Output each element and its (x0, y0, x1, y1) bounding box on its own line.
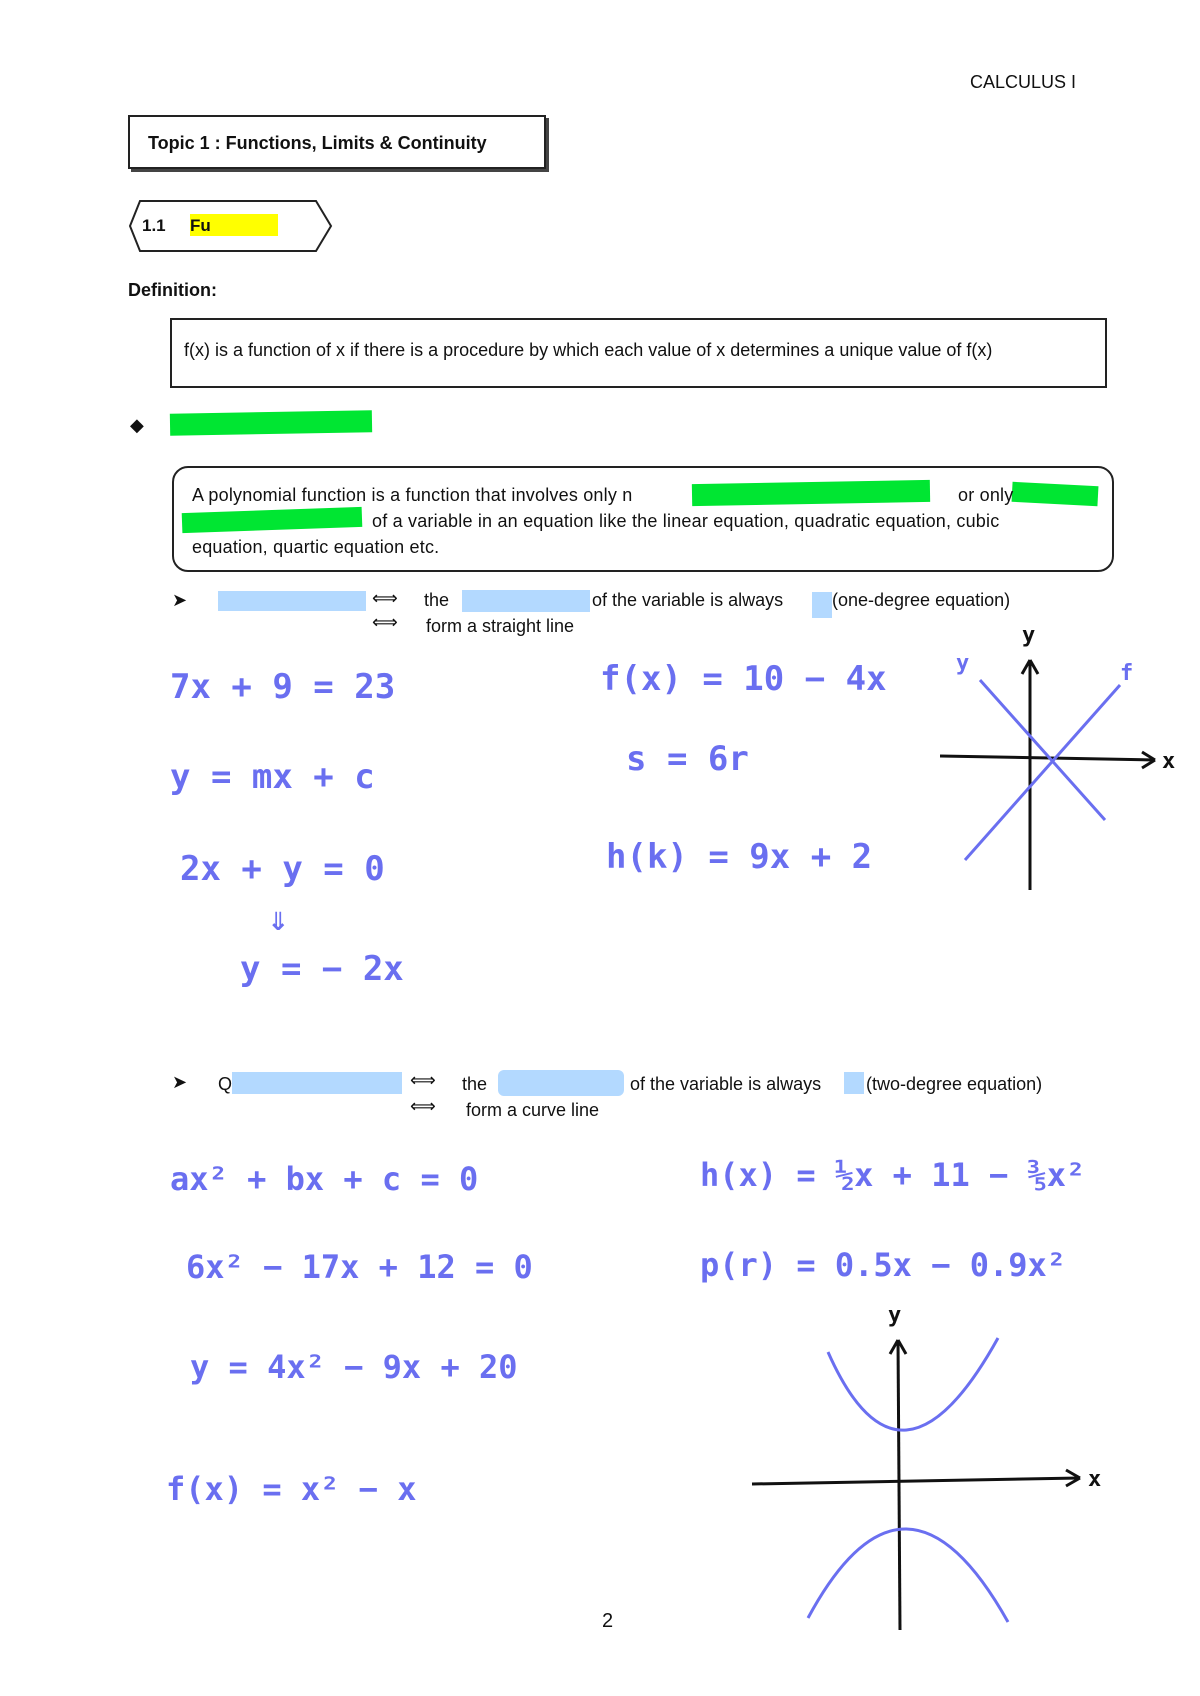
course-header: CALCULUS I (970, 72, 1077, 92)
definition-text: f(x) is a function of x if there is a procedure by which each value of x determines a unique value of f(x) (184, 340, 993, 360)
polynomial-definition-box (172, 466, 1114, 572)
section-tag (128, 200, 333, 252)
x-axis-label: x (1088, 1467, 1102, 1492)
linear-degree-highlight (812, 592, 832, 618)
linear-graph (940, 620, 1180, 900)
topic-title-box (128, 115, 546, 169)
y-axis-label: y (1022, 623, 1036, 648)
linear-eq-4: y = − 2x (240, 949, 404, 989)
quadratic-eq-3: y = 4x² − 9x + 20 (190, 1348, 518, 1386)
quadratic-form-line: form a curve line (466, 1100, 600, 1120)
quadratic-eq-4: f(x) = x² − x (166, 1470, 417, 1508)
linear-exponent-highlight (462, 590, 590, 612)
line-f-label: f (1120, 661, 1134, 686)
quadratic-eq-2: 6x² − 17x + 12 = 0 (186, 1248, 533, 1286)
linear-eq-2: y = mx + c (170, 757, 375, 797)
quadratic-eq-5: h(x) = ½x + 11 − ⅗x² (700, 1156, 1086, 1194)
linear-arrow-1: ⟺ (372, 588, 398, 608)
quadratic-bullet: ➤ (172, 1072, 188, 1092)
line-f (965, 685, 1120, 860)
y-axis (898, 1340, 900, 1630)
linear-bullet: ➤ (172, 590, 188, 610)
page-number: 2 (602, 1610, 614, 1632)
quadratic-degree-note: (two-degree equation) (866, 1074, 1043, 1094)
quadratic-of-variable: of the variable is always (630, 1074, 822, 1094)
linear-degree-note: (one-degree equation) (832, 590, 1011, 610)
linear-eq-5: f(x) = 10 − 4x (600, 659, 887, 699)
section-number: 1.1 (142, 216, 166, 235)
quadratic-eq-6: p(r) = 0.5x − 0.9x² (700, 1246, 1067, 1284)
section-title: Fu (190, 216, 211, 235)
linear-implies-arrow: ⇓ (268, 899, 289, 939)
quadratic-arrow-2: ⟺ (410, 1096, 436, 1116)
linear-eq-3: 2x + y = 0 (180, 849, 385, 889)
linear-term-highlight (218, 591, 366, 611)
quadratic-lead: Q (218, 1074, 233, 1094)
heading-highlight (170, 410, 372, 436)
poly-line2: of a variable in an equation like the linear equation, quadratic equation, cubic (372, 511, 1000, 531)
quadratic-graph (740, 1300, 1140, 1640)
definition-label: Definition: (128, 280, 217, 300)
quadratic-the: the (462, 1074, 488, 1094)
linear-of-variable: of the variable is always (592, 590, 784, 610)
definition-box (170, 318, 1107, 388)
poly-line1-start: A polynomial function is a function that involves only n (192, 485, 633, 505)
quadratic-eq-1: ax² + bx + c = 0 (170, 1160, 479, 1198)
upward-parabola (828, 1338, 998, 1430)
line-y-label: y (956, 651, 970, 676)
quadratic-exponent-highlight (498, 1070, 624, 1096)
linear-eq-6: s = 6r (626, 739, 749, 779)
linear-arrow-2: ⟺ (372, 612, 398, 632)
poly-line1-end: or only (958, 485, 1014, 505)
quadratic-degree-highlight (844, 1072, 864, 1094)
poly-line3: equation, quartic equation etc. (192, 537, 440, 557)
y-axis-label: y (888, 1303, 902, 1328)
x-axis (752, 1478, 1080, 1484)
linear-eq-7: h(k) = 9x + 2 (606, 837, 873, 877)
linear-form-line: form a straight line (426, 616, 575, 636)
linear-eq-1: 7x + 9 = 23 (170, 667, 396, 707)
diamond-bullet: ◆ (130, 415, 144, 435)
topic-title: Topic 1 : Functions, Limits & Continuity (148, 133, 487, 153)
quadratic-arrow-1: ⟺ (410, 1070, 436, 1090)
polynomial-text (192, 482, 1090, 560)
quadratic-term-highlight (232, 1072, 402, 1094)
linear-the: the (424, 590, 450, 610)
line-y (980, 680, 1105, 820)
downward-parabola (808, 1529, 1008, 1622)
x-axis-label: x (1162, 749, 1176, 774)
